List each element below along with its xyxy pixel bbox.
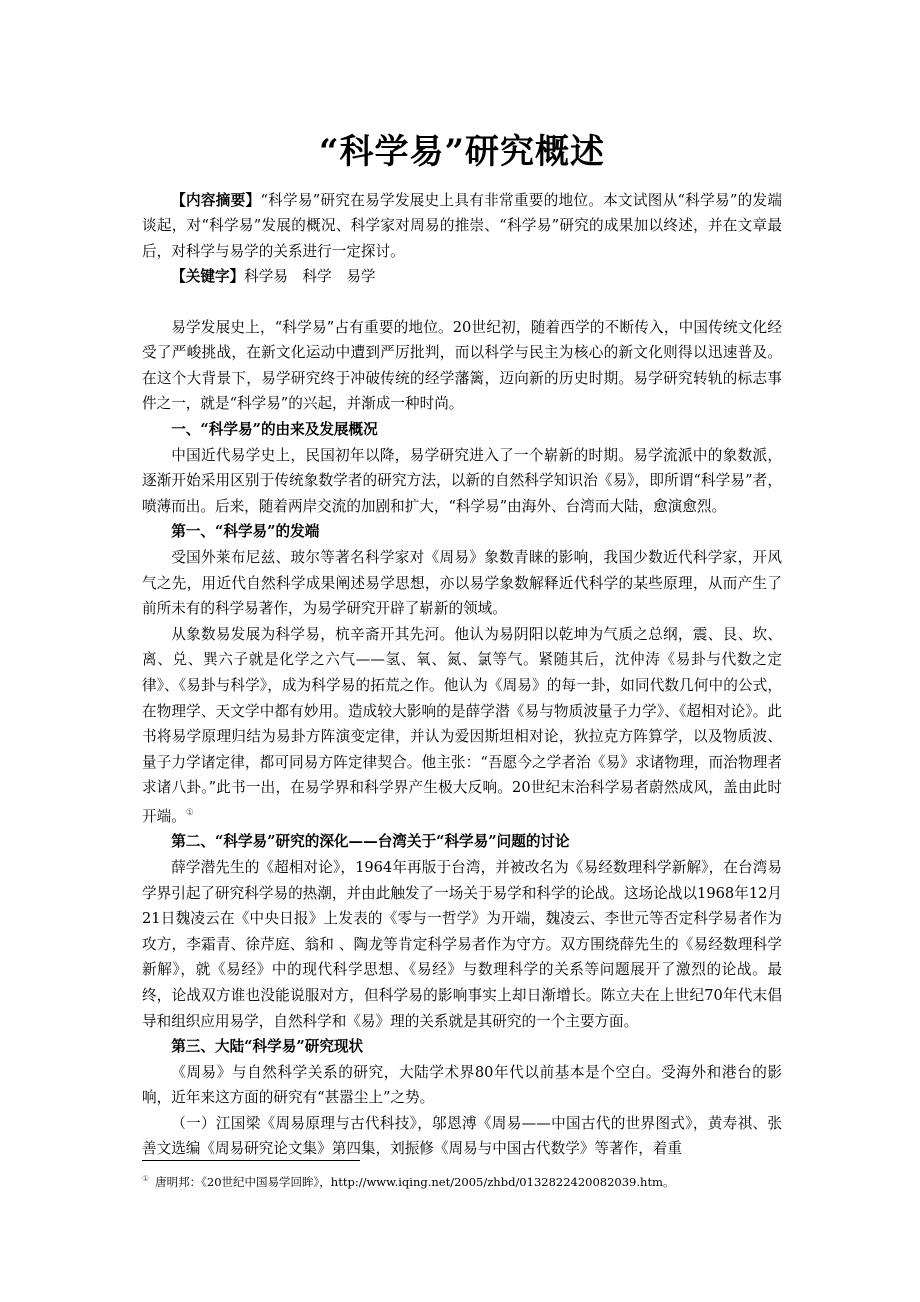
- sub3-paragraph-1: 《周易》与自然科学关系的研究，大陆学术界80年代以前基本是个空白。受海外和港台的影响，近年来这方面的研究有“甚嚣尘上”之势。: [142, 1063, 782, 1107]
- abstract-paragraph: [142, 188, 782, 264]
- footnote-separator: [142, 1160, 360, 1161]
- subsection-heading-1: 第一、“科学易”的发端: [171, 523, 320, 541]
- abstract-label: 【内容摘要】: [171, 192, 261, 209]
- sub1-paragraph-2-text: 从象数易发展为科学易，杭辛斋开其先河。他认为易阴阳以乾坤为气质之总纲，震、艮、坎、离、兑、巽六子就是化学之六气——氢、氧、氮、氯等气。紧随其后，沈仲涛《易卦与代数之定律》、《易卦与科学》，成为科学易的拓荒之作。他认为《周易》的每一卦，如同代数几何中的公式，在物理学、天文学中都有妙用。造成较大影响的是薛学潜《易与物质波量子力学》、《超相对论》。此书将易学原理归结为易卦方阵演变定律，并认为爱因斯坦相对论，狄拉克方阵算学，以及物质波、量子力学诸定律，都可同易方阵定律契合。他主张：“吾愿今之学者治《易》求诸物理，而治物理者求诸八卦。”此书一出，在易学界和科学界产生极大反响。20世纪末治科学易者蔚然成风，盖由此时开端。: [142, 625, 782, 825]
- sub3-paragraph-2: [142, 1111, 782, 1162]
- sub1-paragraph-2: [142, 622, 782, 830]
- footnote-text: 唐明邦：《20世纪中国易学回眸》，http://www.iqing.net/2005/zhbd/0132822420082039.htm。: [155, 1174, 675, 1189]
- keywords-paragraph: [142, 264, 782, 289]
- sub3-paragraph-2-text: 江国梁《周易原理与古代科技》，邬恩溥《周易——中国古代的世界图式》，黄寿祺、张善文选编《周易研究论文集》第四集，刘振修《周易与中国古代数学》等著作，着重: [142, 1114, 782, 1158]
- keywords-label: 【关键字】: [171, 268, 245, 286]
- subsection-heading-2: 第二、“科学易”研究的深化——台湾关于“科学易”问题的讨论: [171, 833, 570, 851]
- abstract-text: “科学易”研究在易学发展史上具有非常重要的地位。本文试图从“科学易”的发端谈起，对“科学易”发展的概况、科学家对周易的推崇、“科学易”研究的成果加以终述，并在文章最后，对科学与易学的关系进行一定探讨。: [142, 192, 782, 260]
- section1-paragraph-1: 中国近代易学史上，民国初年以降，易学研究进入了一个崭新的时期。易学流派中的象数派，逐渐开始采用区别于传统象数学者的研究方法，以新的自然科学知识治《易》，即所谓“科学易”者，喷薄而出。后来，随着两岸交流的加剧和扩大，“科学易”由海外、台湾而大陆，愈演愈烈。: [142, 446, 782, 515]
- footnote-reference[interactable]: ①: [185, 807, 194, 818]
- sub3-paragraph-2-label: （一）: [171, 1114, 216, 1132]
- subsection-heading-3: 第三、大陆“科学易”研究现状: [171, 1038, 364, 1056]
- keywords-text: 科学易 科学 易学: [244, 268, 376, 286]
- footnote-mark: ①: [142, 1174, 150, 1183]
- footnote: [142, 1170, 782, 1191]
- document-body: [142, 120, 782, 1162]
- intro-paragraph: 易学发展史上，“科学易”占有重要的地位。20世纪初，随着西学的不断传入，中国传统文化经受了严峻挑战，在新文化运动中遭到严厉批判，而以科学与民主为核心的新文化则得以迅速普及。在这个大背景下，易学研究终于冲破传统的经学藩篱，迈向新的历史时期。易学研究转轨的标志事件之一，就是“科学易”的兴起，并渐成一种时尚。: [142, 318, 782, 413]
- blank-line: [142, 290, 782, 315]
- sub1-paragraph-1: 受国外莱布尼兹、玻尔等著名科学家对《周易》象数青睐的影响，我国少数近代科学家，开风气之先，用近代自然科学成果阐述易学思想，亦以易学象数解释近代科学的某些原理，从而产生了前所未有的科学易著作，为易学研究开辟了崭新的领域。: [142, 548, 782, 618]
- sub2-paragraph-1: 薛学潜先生的《超相对论》，1964年再版于台湾，并被改名为《易经数理科学新解》，在台湾易学界引起了研究科学易的热潮，并由此触发了一场关于易学和科学的论战。这场论战以1968年12月21日魏凌云在《中央日报》上发表的《零与一哲学》为开端，魏凌云、李世元等否定科学易者作为攻方，李霜青、徐芹庭、翁和 、陶龙等肯定科学易者作为守方。双方围绕薛先生的《易经数理科学新解》，就《易经》中的现代科学思想、《易经》与数理科学的关系等问题展开了激烈的论战。最终，论战双方谁也没能说服对方，但科学易的影响事实上却日渐增长。陈立夫在上世纪70年代末倡导和组织应用易学，自然科学和《易》理的关系就是其研究的一个主要方面。: [142, 858, 782, 1030]
- section-heading-1: 一、“科学易”的由来及发展概况: [171, 421, 378, 438]
- page-title: “科学易”研究概述: [318, 132, 606, 172]
